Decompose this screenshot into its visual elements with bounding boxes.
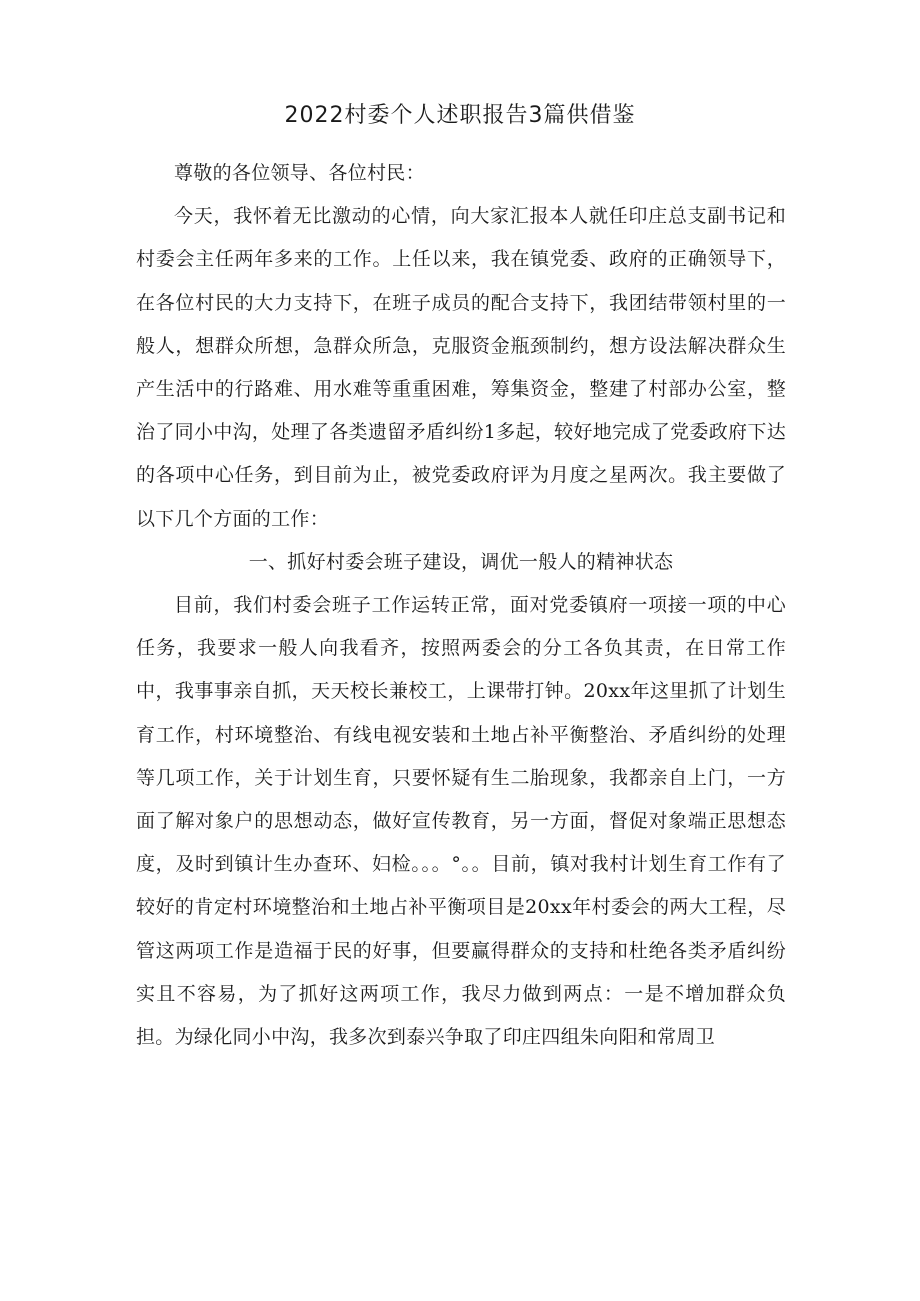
document-body bbox=[136, 152, 786, 1059]
paragraph-intro: 今天，我怀着无比激动的心情，向大家汇报本人就任印庄总支副书记和村委会主任两年多来的工作。上任以来，我在镇党委、政府的正确领导下，在各位村民的大力支持下，在班子成员的配合支持下，我团结带领村里的一般人，想群众所想，急群众所急，克服资金瓶颈制约，想方设法解决群众生产生活中的行路难、用水难等重重困难，筹集资金，整建了村部办公室，整治了同小中沟，处理了各类遗留矛盾纠纷1多起，较好地完成了党委政府下达的各项中心任务，到目前为止，被党委政府评为月度之星两次。我主要做了以下几个方面的工作： bbox=[136, 205, 786, 530]
salutation: 尊敬的各位领导、各位村民： bbox=[174, 162, 425, 184]
paragraph-section-1: 目前，我们村委会班子工作运转正常，面对党委镇府一项接一项的中心任务，我要求一般人向我看齐，按照两委会的分工各负其责，在日常工作中，我事事亲自抓，天天校长兼校工，上课带打钟。20xx年这里抓了计划生育工作，村环境整治、有线电视安装和土地占补平衡整治、矛盾纠纷的处理等几项工作，关于计划生育，只要怀疑有生二胎现象，我都亲自上门，一方面了解对象户的思想动态，做好宣传教育，另一方面，督促对象端正思想态度，及时到镇计生办查环、妇检。。。°。。目前，镇对我村计划生育工作有了较好的肯定村环境整治和土地占补平衡项目是20xx年村委会的两大工程，尽管这两项工作是造福于民的好事，但要赢得群众的支持和杜绝各类矛盾纠纷实且不容易，为了抓好这两项工作，我尽力做到两点：一是不增加群众负担。为绿化同小中沟，我多次到泰兴争取了印庄四组朱向阳和常周卫 bbox=[136, 594, 786, 1049]
section-heading-1: 一、抓好村委会班子建设，调优一般人的精神状态 bbox=[248, 550, 674, 573]
document-title: 2022村委个人述职报告3篇供借鉴 bbox=[284, 103, 636, 128]
